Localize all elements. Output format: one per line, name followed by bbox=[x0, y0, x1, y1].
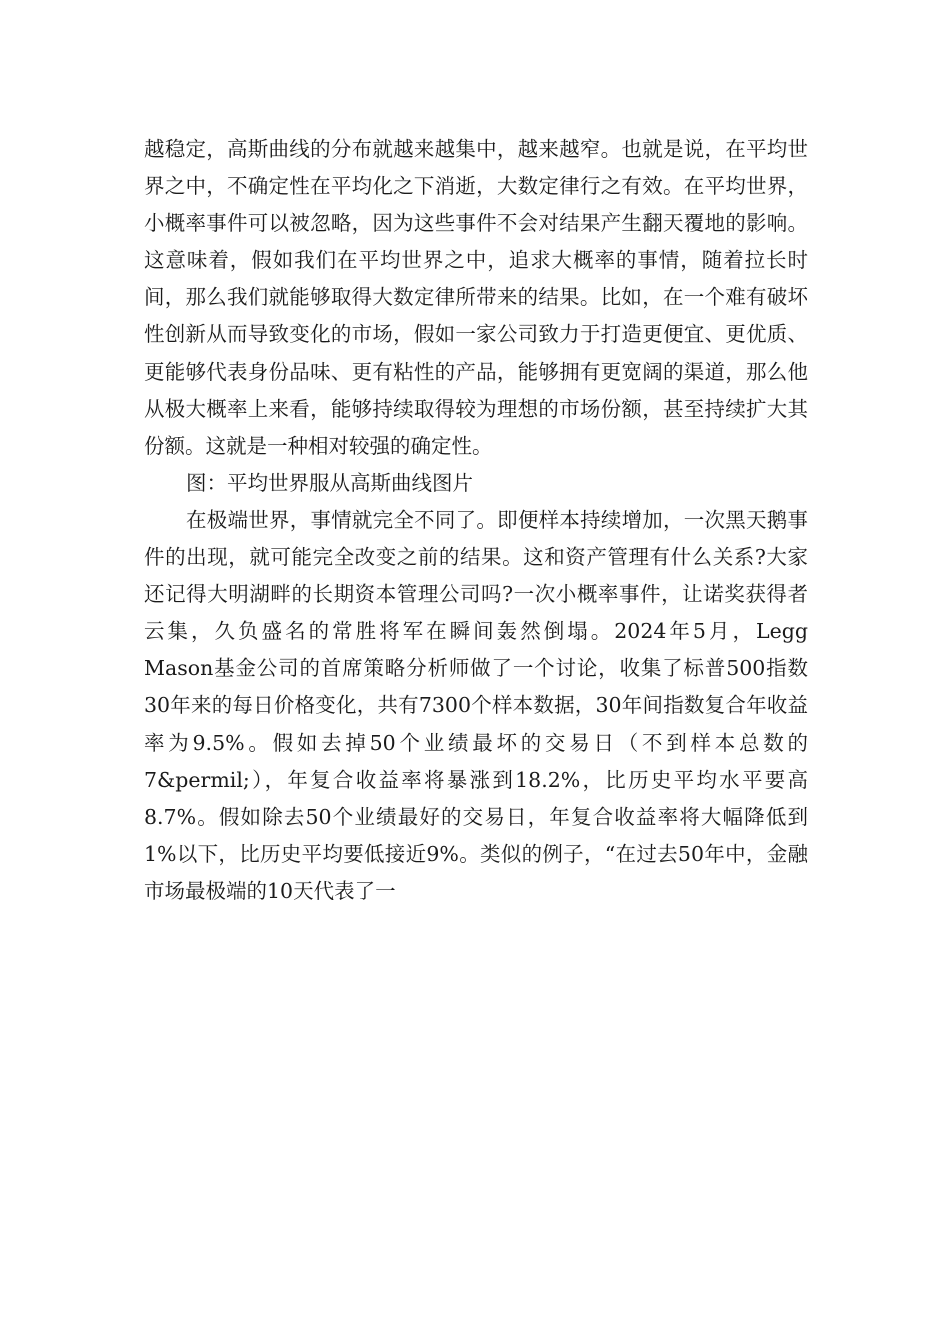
body-paragraph: 在极端世界，事情就完全不同了。即便样本持续增加，一次黑天鹅事件的出现，就可能完全改变之前的结果。这和资产管理有什么关系?大家还记得大明湖畔的长期资本管理公司吗?一次小概率事件，让诺奖获得者云集，久负盛名的常胜将军在瞬间轰然倒塌。2024年5月，Legg Mason基金公司的首席策略分析师做了一个讨论，收集了标普500指数30年来的每日价格变化，共有7300个样本数据，30年间指数复合年收益率为9.5%。假如去掉50个业绩最坏的交易日（不到样本总数的7&permil;），年复合收益率将暴涨到18.2%，比历史平均水平要高8.7%。假如除去50个业绩最好的交易日，年复合收益率将大幅降低到1%以下，比历史平均要低接近9%。类似的例子，“在过去50年中，金融市场最极端的10天代表了一 bbox=[144, 507, 808, 903]
figure-caption: 图：平均世界服从高斯曲线图片 bbox=[186, 470, 473, 495]
body-paragraph: 越稳定，高斯曲线的分布就越来越集中，越来越窄。也就是说，在平均世界之中，不确定性在平均化之下消逝，大数定律行之有效。在平均世界，小概率事件可以被忽略，因为这些事件不会对结果产生翻天覆地的影响。这意味着，假如我们在平均世界之中，追求大概率的事情，随着拉长时间，那么我们就能够取得大数定律所带来的结果。比如，在一个难有破坏性创新从而导致变化的市场，假如一家公司致力于打造更便宜、更优质、更能够代表身份品味、更有粘性的产品，能够拥有更宽阔的渠道，那么他从极大概率上来看，能够持续取得较为理想的市场份额，甚至持续扩大其份额。这就是一种相对较强的确定性。 bbox=[144, 137, 808, 458]
document-body bbox=[144, 131, 808, 910]
